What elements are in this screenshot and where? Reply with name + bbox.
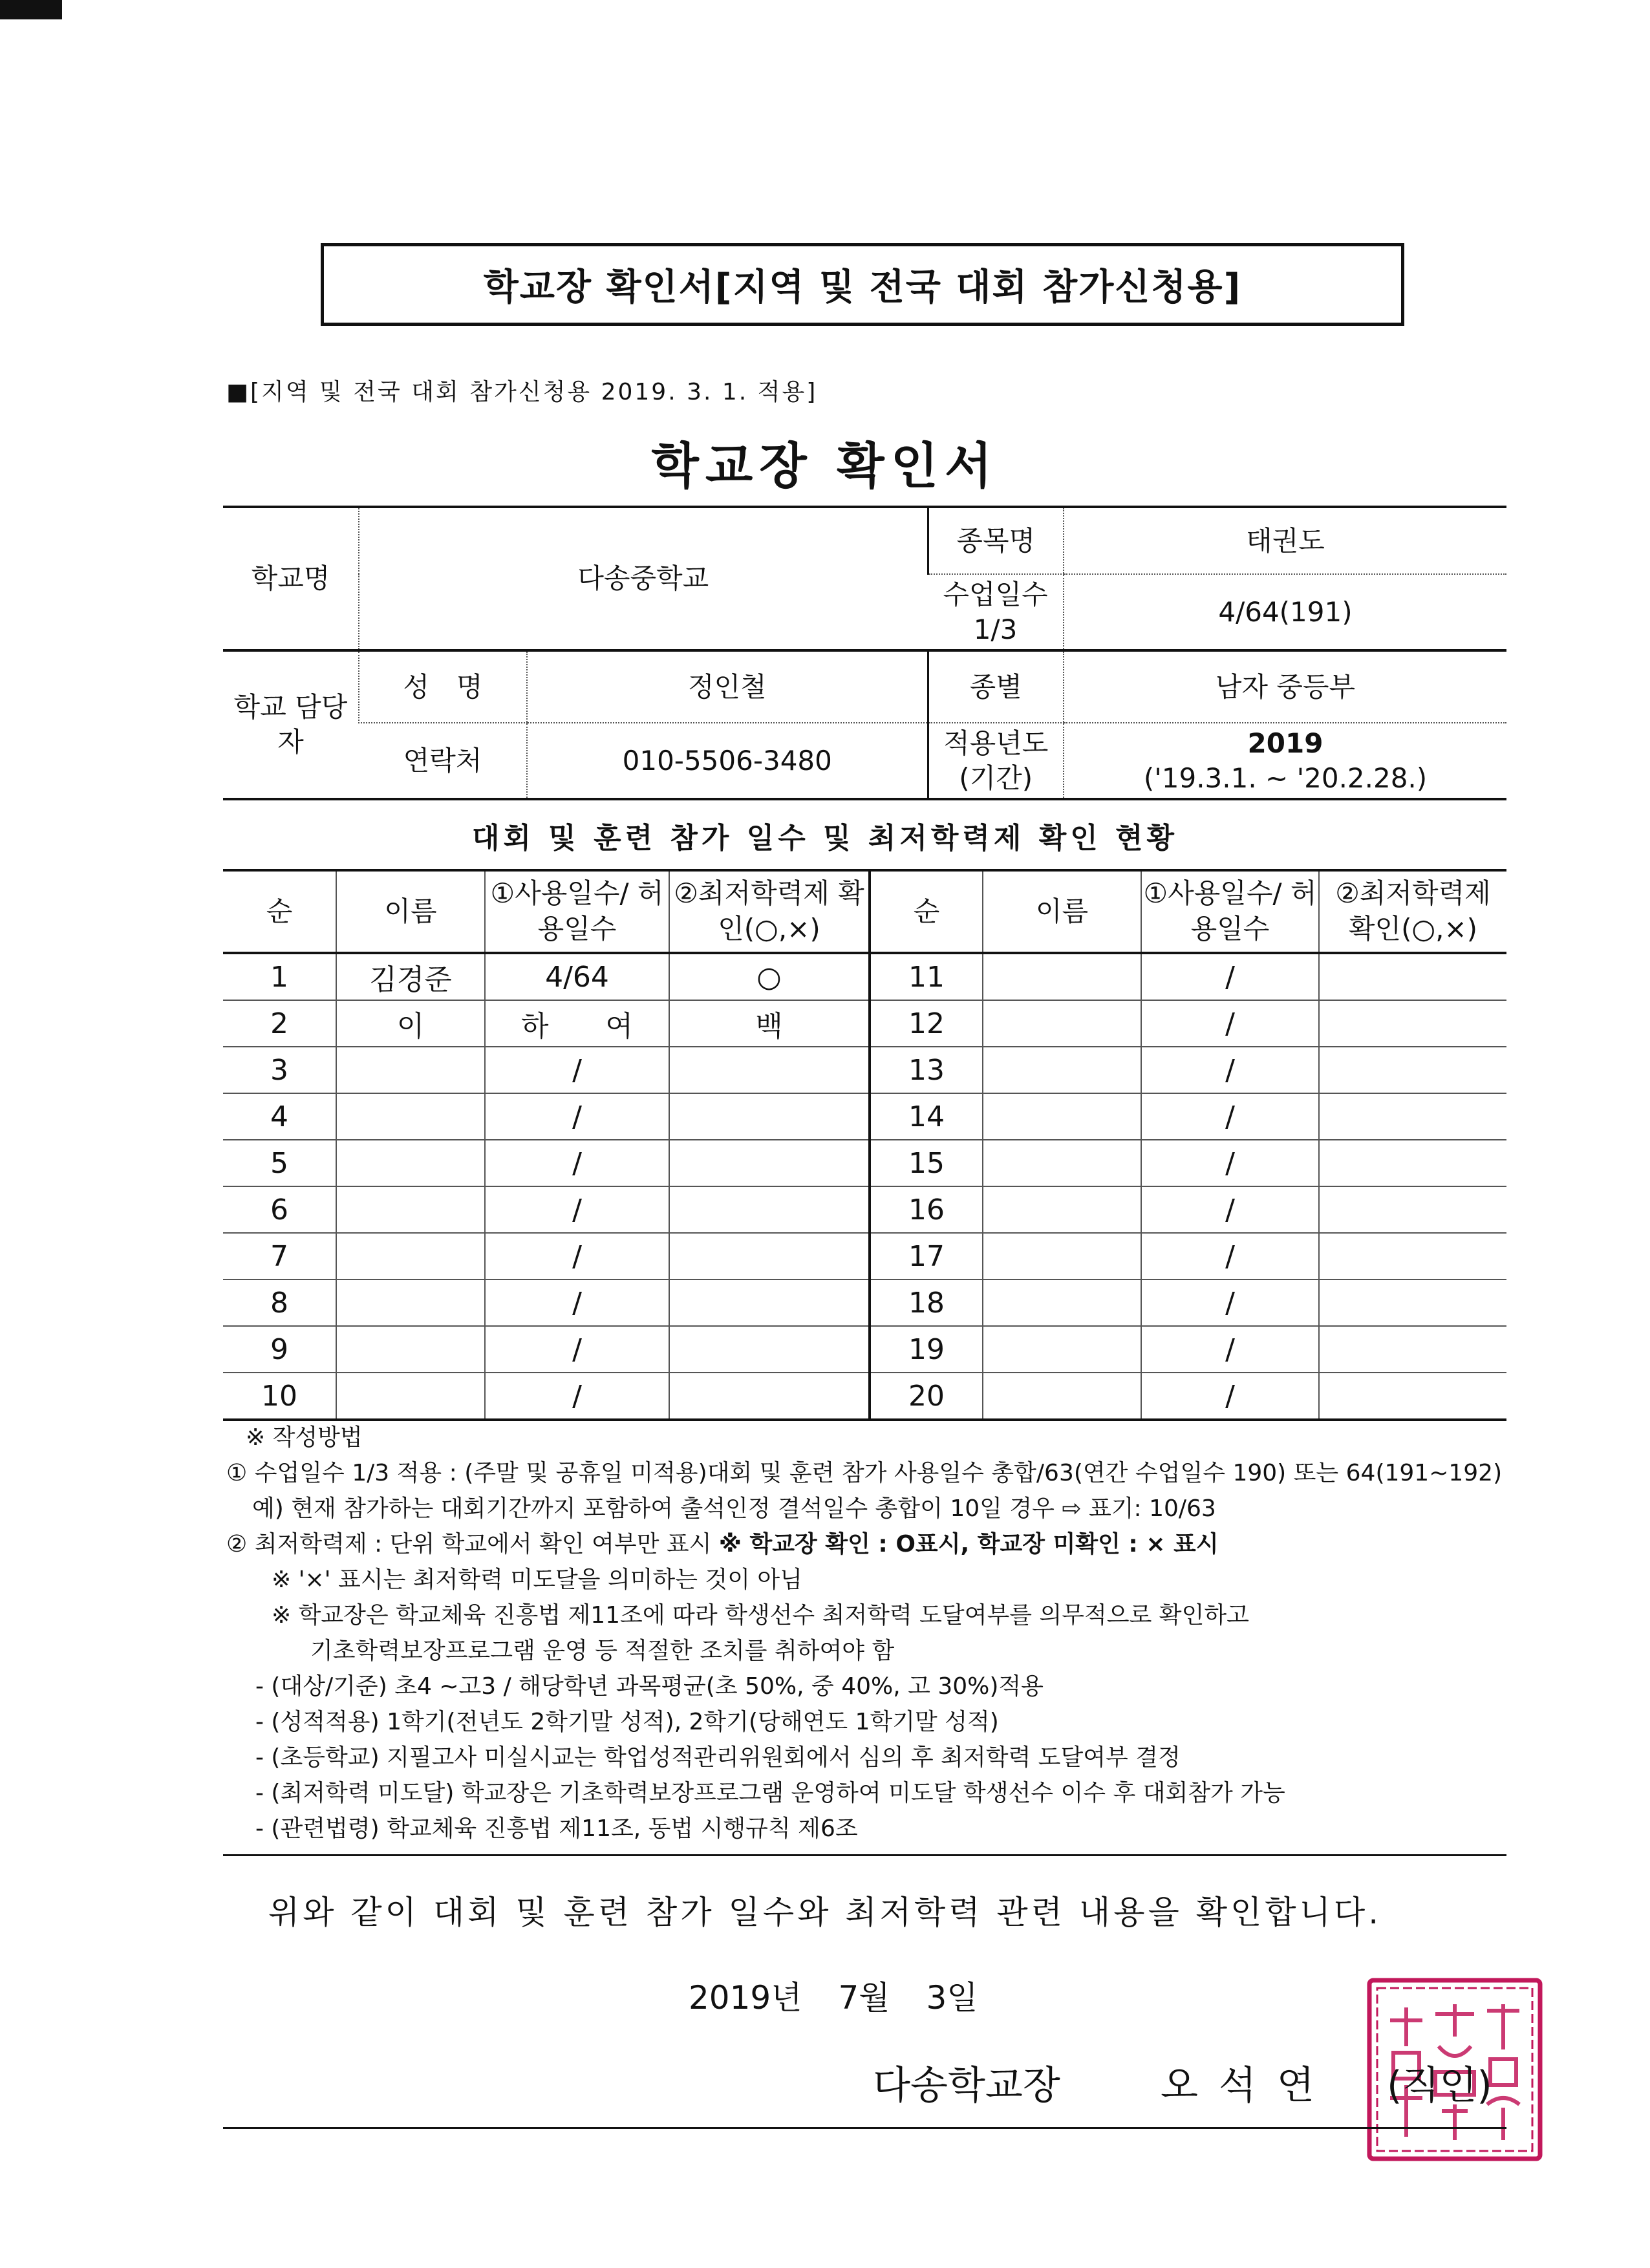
cell-days: /: [1141, 953, 1319, 1000]
scan-corner-mark: [0, 0, 62, 19]
principal-name: 오석연: [1161, 2063, 1335, 2108]
note-line: 예) 현재 참가하는 대회기간까지 포함하여 출석인정 결석일수 총합이 10일 경우 ⇨ 표기: 10/63: [252, 1495, 1216, 1522]
header-name: 이름: [983, 870, 1141, 953]
cell-no: 6: [223, 1186, 336, 1233]
cell-name: 이: [336, 1000, 485, 1047]
cell-check: [669, 1233, 870, 1279]
header-no: 순: [870, 870, 983, 953]
category-value: 남자 중등부: [1064, 650, 1506, 723]
cell-no: 4: [223, 1093, 336, 1140]
section-title: 대회 및 훈련 참가 일수 및 최저학력제 확인 현황: [471, 822, 1179, 855]
cell-no: 11: [870, 953, 983, 1000]
school-name-label: 학교명: [223, 507, 359, 650]
table-row: [223, 1279, 1506, 1326]
cell-name: [983, 1233, 1141, 1279]
header-days: ①사용일수/ 허용일수: [485, 870, 669, 953]
school-name-value: 다송중학교: [359, 507, 928, 650]
cell-no: 9: [223, 1326, 336, 1373]
cell-name: [983, 1326, 1141, 1373]
cell-no: 18: [870, 1279, 983, 1326]
cell-no: 8: [223, 1279, 336, 1326]
year-value: 2019: [1247, 727, 1323, 759]
cell-days: /: [1141, 1000, 1319, 1047]
class-days-label: 수업일수 1/3: [928, 574, 1064, 650]
cell-name: [983, 1279, 1141, 1326]
cell-days: /: [1141, 1047, 1319, 1093]
note-text: ② 최저학력제 : 단위 학교에서 확인 여부만 표시: [226, 1531, 719, 1557]
header-name: 이름: [336, 870, 485, 953]
cell-days: /: [485, 1140, 669, 1186]
cell-days: /: [485, 1326, 669, 1373]
cell-no: 14: [870, 1093, 983, 1140]
cell-no: 17: [870, 1233, 983, 1279]
header-no: 순: [223, 870, 336, 953]
cell-check: 백: [669, 1000, 870, 1047]
cell-name: [336, 1326, 485, 1373]
cell-no: 10: [223, 1373, 336, 1420]
table-row: [223, 1047, 1506, 1093]
staff-name-label: 성 명: [359, 650, 527, 723]
header-days: ①사용일수/ 허용일수: [1141, 870, 1319, 953]
table-row: [223, 1093, 1506, 1140]
cell-check: [669, 1326, 870, 1373]
cell-check: [669, 1186, 870, 1233]
cell-days: /: [485, 1186, 669, 1233]
cell-check: [1319, 1326, 1506, 1373]
cell-days: /: [485, 1093, 669, 1140]
participation-rows: [223, 953, 1506, 1420]
cell-no: 7: [223, 1233, 336, 1279]
cell-check: [669, 1093, 870, 1140]
cell-name: [983, 1093, 1141, 1140]
cell-check: [1319, 1279, 1506, 1326]
cell-days: 하 여: [485, 1000, 669, 1047]
note-line: ※ 학교장은 학교체육 진흥법 제11조에 따라 학생선수 최저학력 도달여부를 의무적으로 확인하고: [272, 1602, 1249, 1629]
cell-check: [1319, 1233, 1506, 1279]
note-line: ※ '×' 표시는 최저학력 미도달을 의미하는 것이 아님: [272, 1567, 802, 1593]
participation-table: [223, 869, 1506, 1421]
cell-name: [336, 1279, 485, 1326]
cell-no: 16: [870, 1186, 983, 1233]
cell-name: [336, 1186, 485, 1233]
form-title: 학교장 확인서: [651, 437, 999, 495]
cell-name: [983, 1000, 1141, 1047]
cell-name: [983, 1140, 1141, 1186]
application-note: ■[지역 및 전국 대회 참가신청용 2019. 3. 1. 적용]: [226, 379, 818, 405]
note-line: - (관련법령) 학교체육 진흥법 제11조, 동법 시행규칙 제6조: [255, 1815, 858, 1842]
contact-value: 010-5506-3480: [527, 723, 928, 799]
cell-check: [1319, 1186, 1506, 1233]
signature-divider: [223, 2127, 1506, 2129]
year-cell: [1064, 723, 1506, 799]
notes-heading: ※ 작성방법: [246, 1424, 363, 1451]
event-value: 태권도: [1064, 507, 1506, 574]
contact-label: 연락처: [359, 723, 527, 799]
table-row: [223, 1326, 1506, 1373]
cell-days: /: [485, 1279, 669, 1326]
cell-no: 1: [223, 953, 336, 1000]
cell-days: /: [1141, 1326, 1319, 1373]
cell-name: [336, 1140, 485, 1186]
category-label: 종별: [928, 650, 1064, 723]
cell-check: [1319, 1140, 1506, 1186]
signing-date: 2019년 7월 3일: [689, 1979, 978, 2017]
principal-title: 다송학교장: [873, 2063, 1060, 2108]
year-period: ('19.3.1. ~ '20.2.28.): [1143, 762, 1428, 794]
note-emphasis: ※ 학교장 확인 : O표시, 학교장 미확인 : × 표시: [718, 1531, 1219, 1557]
cell-name: [336, 1373, 485, 1420]
cell-days: /: [1141, 1186, 1319, 1233]
cell-name: [983, 1186, 1141, 1233]
cell-days: /: [1141, 1279, 1319, 1326]
document-title: 학교장 확인서[지역 및 전국 대회 참가신청용]: [321, 243, 1404, 326]
header-check: ②최저학력제 확인(○,×): [1319, 870, 1506, 953]
event-label: 종목명: [928, 507, 1064, 574]
note-line: - (성적적용) 1학기(전년도 2학기말 성적), 2학기(당해연도 1학기말 성적): [255, 1709, 999, 1735]
note-line: 기초학력보장프로그램 운영 등 적절한 조치를 취하여야 함: [310, 1638, 895, 1664]
table-row: [223, 1373, 1506, 1420]
cell-no: 13: [870, 1047, 983, 1093]
cell-check: [1319, 1093, 1506, 1140]
cell-no: 2: [223, 1000, 336, 1047]
class-days-value: 4/64(191): [1064, 574, 1506, 650]
cell-name: [336, 1093, 485, 1140]
cell-no: 5: [223, 1140, 336, 1186]
confirmation-statement: 위와 같이 대회 및 훈련 참가 일수와 최저학력 관련 내용을 확인합니다.: [268, 1894, 1382, 1931]
cell-days: /: [1141, 1093, 1319, 1140]
note-line: ① 수업일수 1/3 적용 : (주말 및 공휴일 미적용)대회 및 훈련 참가 사용일수 총합/63(연간 수업일수 190) 또는 64(191~192): [226, 1460, 1503, 1486]
staff-name-value: 정인철: [527, 650, 928, 723]
table-row: [223, 1000, 1506, 1047]
cell-name: [336, 1233, 485, 1279]
note-line: - (최저학력 미도달) 학교장은 기초학력보장프로그램 운영하여 미도달 학생선수 이수 후 대회참가 가능: [255, 1780, 1285, 1806]
writing-instructions: [226, 1420, 1513, 1846]
table-row: [223, 953, 1506, 1000]
cell-no: 15: [870, 1140, 983, 1186]
cell-name: [983, 1373, 1141, 1420]
school-info-table: [223, 506, 1506, 800]
year-label: 적용년도 (기간): [928, 723, 1064, 799]
header-check: ②최저학력제 확인(○,×): [669, 870, 870, 953]
cell-days: /: [485, 1233, 669, 1279]
cell-check: [669, 1279, 870, 1326]
cell-check: [1319, 1000, 1506, 1047]
cell-check: [669, 1140, 870, 1186]
cell-days: 4/64: [485, 953, 669, 1000]
cell-check: [1319, 1373, 1506, 1420]
cell-check: [1319, 1047, 1506, 1093]
cell-no: 19: [870, 1326, 983, 1373]
cell-check: [669, 1373, 870, 1420]
cell-days: /: [1141, 1373, 1319, 1420]
table-row: [223, 1233, 1506, 1279]
cell-no: 3: [223, 1047, 336, 1093]
table-row: [223, 1140, 1506, 1186]
cell-name: [983, 953, 1141, 1000]
note-line: - (초등학교) 지필고사 미실시교는 학업성적관리위원회에서 심의 후 최저학력 도달여부 결정: [255, 1744, 1181, 1771]
cell-name: 김경준: [336, 953, 485, 1000]
seal-label: (직인): [1387, 2063, 1492, 2108]
cell-days: /: [485, 1373, 669, 1420]
table-row: [223, 1186, 1506, 1233]
cell-no: 20: [870, 1373, 983, 1420]
cell-days: /: [485, 1047, 669, 1093]
staff-label: 학교 담당자: [223, 650, 359, 799]
note-line: - (대상/기준) 초4 ~고3 / 해당학년 과목평균(초 50%, 중 40%, 고 30%)적용: [255, 1673, 1044, 1700]
cell-check: [669, 1047, 870, 1093]
cell-no: 12: [870, 1000, 983, 1047]
notes-divider: [223, 1854, 1506, 1856]
cell-check: [1319, 953, 1506, 1000]
cell-days: /: [1141, 1140, 1319, 1186]
cell-name: [336, 1047, 485, 1093]
cell-name: [983, 1047, 1141, 1093]
cell-check: ○: [669, 953, 870, 1000]
cell-days: /: [1141, 1233, 1319, 1279]
note-line: [226, 1526, 1513, 1562]
